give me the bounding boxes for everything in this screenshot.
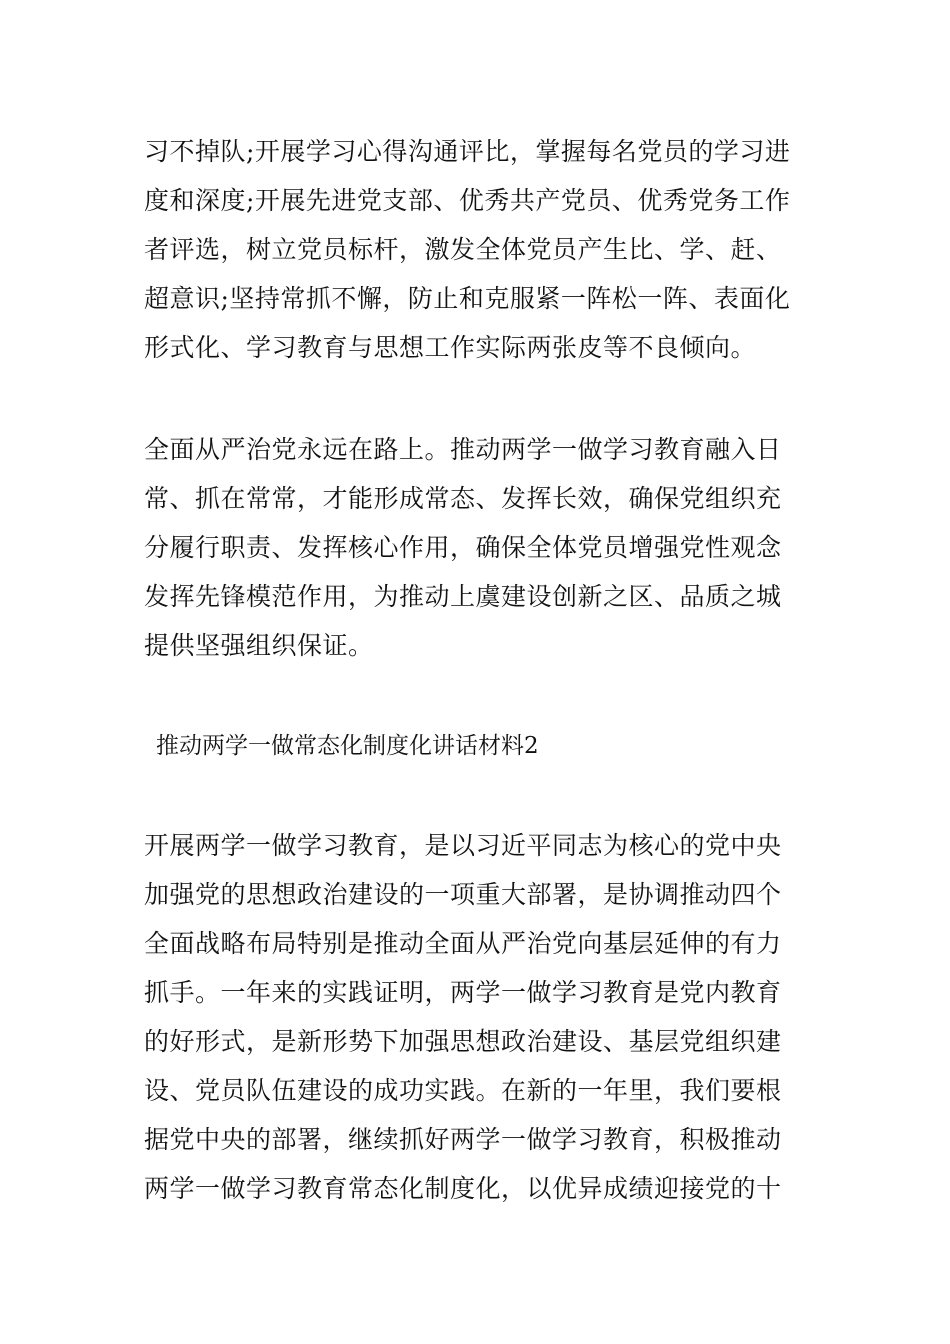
text-line: 全面战略布局特别是推动全面从严治党向基层延伸的有力 [144,929,782,958]
text-line: 超意识;坚持常抓不懈，防止和克服紧一阵松一阵、表面化 [144,284,791,313]
text-line: 分履行职责、发挥核心作用，确保全体党员增强党性观念 [144,533,782,562]
text-line: 提供坚强组织保证。 [144,631,374,660]
paragraph-3 [144,821,809,1213]
text-line: 度和深度;开展先进党支部、优秀共产党员、优秀党务工作 [144,186,791,215]
text-line: 设、党员队伍建设的成功实践。在新的一年里，我们要根 [144,1076,782,1105]
text-line: 发挥先锋模范作用，为推动上虞建设创新之区、品质之城 [144,582,782,611]
text-line: 者评选，树立党员标杆，激发全体党员产生比、学、赶、 [144,235,782,264]
paragraph-2 [144,425,809,670]
text-line: 加强党的思想政治建设的一项重大部署，是协调推动四个 [144,880,782,909]
heading-text: 推动两学一做常态化制度化讲话材料2 [156,733,539,759]
text-line: 习不掉队;开展学习心得沟通评比，掌握每名党员的学习进 [144,137,791,166]
text-line: 抓手。一年来的实践证明，两学一做学习教育是党内教育 [144,978,782,1007]
text-line: 的好形式，是新形势下加强思想政治建设、基层党组织建 [144,1027,782,1056]
paragraph-1 [144,127,809,372]
text-line: 形式化、学习教育与思想工作实际两张皮等不良倾向。 [144,333,757,362]
text-line: 两学一做学习教育常态化制度化，以优异成绩迎接党的十 [144,1174,782,1203]
text-line: 全面从严治党永远在路上。推动两学一做学习教育融入日 [144,435,782,464]
text-line: 据党中央的部署，继续抓好两学一做学习教育，积极推动 [144,1125,782,1154]
text-line: 开展两学一做学习教育，是以习近平同志为核心的党中央 [144,831,782,860]
section-heading [156,722,821,771]
text-line: 常、抓在常常，才能形成常态、发挥长效，确保党组织充 [144,484,782,513]
